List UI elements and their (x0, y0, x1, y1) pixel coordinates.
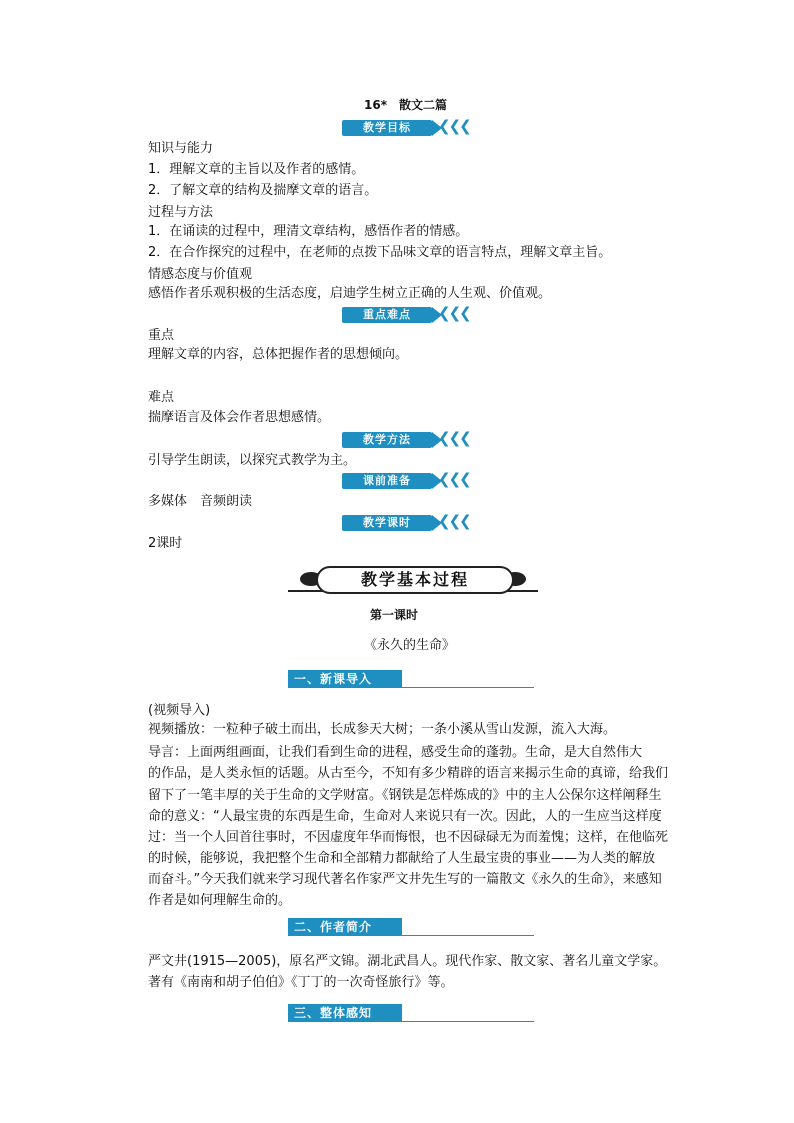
banner-teaching-goals (342, 117, 482, 136)
chevrons-icon: ❮❮❮ (438, 429, 470, 447)
goals-knowledge-2: 2．了解文章的结构及揣摩文章的语言。 (148, 183, 378, 198)
goals-process-2: 2．在合作探究的过程中，在老师的点拨下品味文章的语言特点，理解文章主旨。 (148, 245, 612, 260)
process-title: 教学基本过程 (316, 566, 514, 594)
period-label: 第一课时 (370, 608, 419, 622)
banner-label: 教学方法 (342, 432, 432, 448)
chevrons-icon: ❮❮❮ (438, 470, 470, 488)
periods-text: 2课时 (148, 536, 183, 551)
prep-text: 多媒体 音频朗读 (148, 494, 253, 509)
difficulty-heading: 难点 (148, 390, 175, 405)
intro-line-1: (视频导入) (148, 703, 211, 718)
section-overview-header (288, 1004, 534, 1022)
intro-line-9: 而奋斗。”今天我们就来学习现代著名作家严文井先生写的一篇散文《永久的生命》，来感知 (148, 872, 662, 887)
text-title: 《永久的生命》 (364, 638, 456, 653)
banner-label: 重点难点 (342, 307, 432, 323)
intro-line-10: 作者是如何理解生命的。 (148, 893, 292, 908)
goals-process-1: 1．在诵读的过程中，理清文章结构，感悟作者的情感。 (148, 224, 469, 239)
goals-knowledge-1: 1．理解文章的主旨以及作者的感情。 (148, 162, 365, 177)
chevrons-icon: ❮❮❮ (438, 304, 470, 322)
goals-emotion-1: 感悟作者乐观积极的生活态度，启迪学生树立正确的人生观、价值观。 (148, 286, 552, 301)
intro-line-2: 视频播放：一粒种子破土而出，长成参天大树；一条小溪从雪山发源，流入大海。 (148, 722, 617, 737)
section-label: 三、整体感知 (288, 1004, 400, 1022)
methods-text: 引导学生朗读，以探究式教学为主。 (148, 453, 357, 468)
author-line-1: 严文井(1915—2005)，原名严文锦。湖北武昌人。现代作家、散文家、著名儿童文学家。 (148, 954, 667, 969)
chevrons-icon: ❮❮❮ (438, 117, 470, 135)
intro-line-5: 留下了一笔丰厚的关于生命的文学财富。《钢铁是怎样炼成的》中的主人公保尔这样阐释生 (148, 788, 662, 803)
section-bar (398, 1004, 402, 1022)
section-underline (288, 687, 534, 688)
section-label: 一、新课导入 (288, 670, 400, 688)
lesson-title: 16* 散文二篇 (364, 98, 447, 112)
intro-line-7: 过：当一个人回首往事时，不因虚度年华而悔恨，也不因碌碌无为而羞愧；这样，在他临死 (148, 830, 669, 845)
author-line-2: 著有《南南和胡子伯伯》《丁丁的一次奇怪旅行》等。 (148, 975, 454, 990)
process-title-banner (298, 566, 528, 592)
intro-line-4: 的作品，是人类永恒的话题。从古至今，不知有多少精辟的语言来揭示生命的真谛，给我们 (148, 766, 669, 781)
banner-key-points (342, 304, 482, 323)
section-bar (398, 918, 402, 936)
goals-heading-emotion: 情感态度与价值观 (148, 267, 253, 282)
goals-heading-process: 过程与方法 (148, 205, 214, 220)
banner-periods (342, 512, 482, 531)
difficulty-text: 揣摩语言及体会作者思想感情。 (148, 410, 331, 425)
section-underline (288, 935, 534, 936)
section-intro-header (288, 670, 534, 688)
intro-line-6: 命的意义：“人最宝贵的东西是生命，生命对人来说只有一次。因此，人的一生应当这样度 (148, 809, 662, 824)
banner-prep (342, 470, 482, 489)
intro-line-8: 的时候，能够说，我把整个生命和全部精力都献给了人生最宝贵的事业——为人类的解放 (148, 851, 656, 866)
section-underline (288, 1021, 534, 1022)
banner-methods (342, 429, 482, 448)
section-bar (398, 670, 402, 688)
goals-heading-knowledge: 知识与能力 (148, 141, 214, 156)
intro-line-3: 导言：上面两组画面，让我们看到生命的进程，感受生命的蓬勃。生命，是大自然伟大 (148, 745, 643, 760)
banner-label: 教学目标 (342, 120, 432, 136)
key-heading: 重点 (148, 328, 175, 343)
key-text: 理解文章的内容，总体把握作者的思想倾向。 (148, 347, 409, 362)
banner-label: 课前准备 (342, 473, 432, 489)
banner-label: 教学课时 (342, 515, 432, 531)
section-label: 二、作者简介 (288, 918, 400, 936)
chevrons-icon: ❮❮❮ (438, 512, 470, 530)
section-author-header (288, 918, 534, 936)
